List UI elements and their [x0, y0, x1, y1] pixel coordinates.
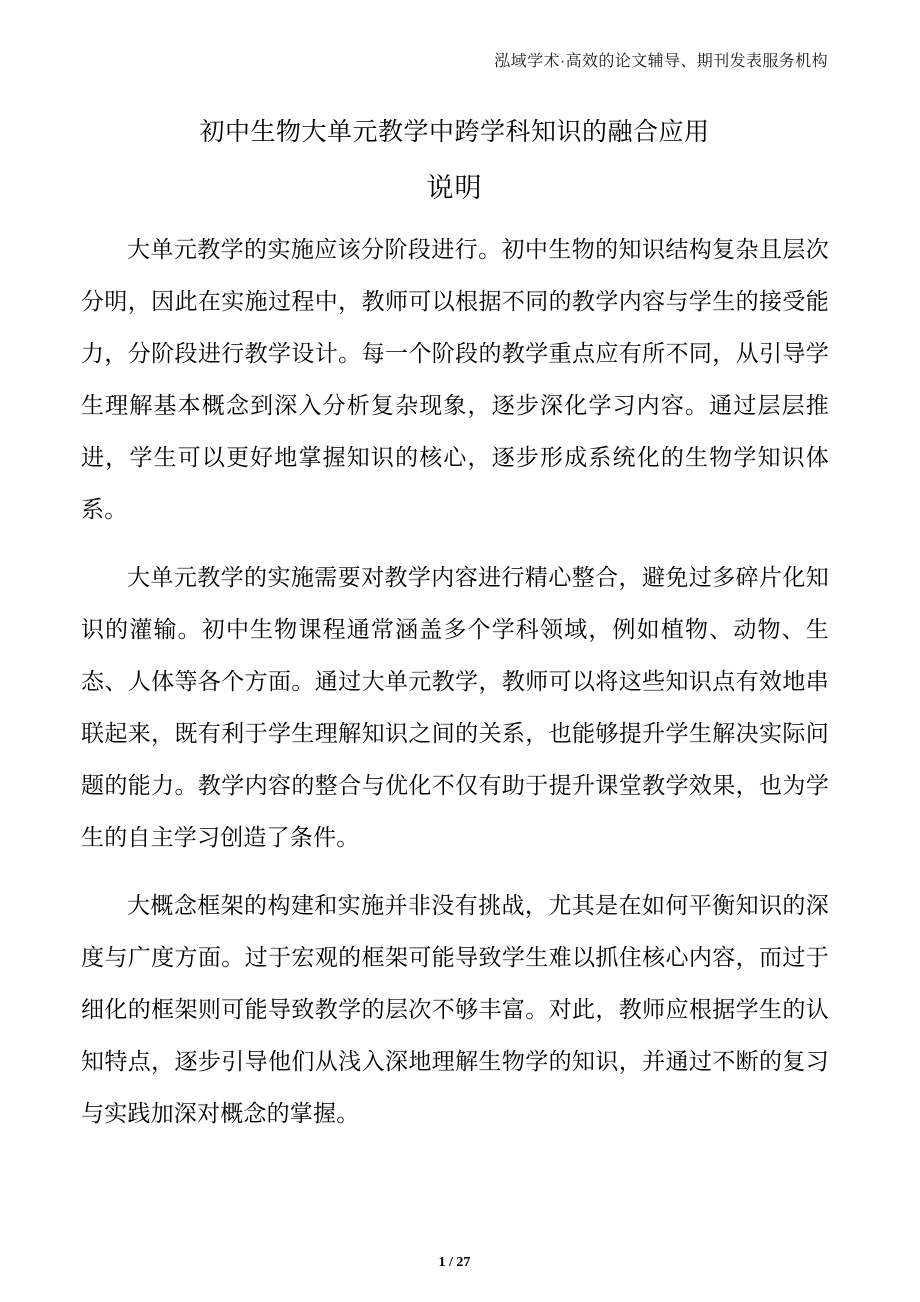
page-title: 初中生物大单元教学中跨学科知识的融合应用: [199, 118, 710, 146]
page-number-footer: 1 / 27: [438, 1255, 471, 1270]
document-body: [81, 224, 829, 1140]
document-subtitle: 说明: [426, 173, 483, 203]
running-header: 泓域学术·高效的论文辅导、期刊发表服务机构: [494, 53, 828, 70]
body-paragraph-1: 大单元教学的实施应该分阶段进行。初中生物的知识结构复杂且层次分明，因此在实施过程中，教师可以根据不同的教学内容与学生的接受能力，分阶段进行教学设计。每一个阶段的教学重点应有所不同，从引导学生理解基本概念到深入分析复杂现象，逐步深化学习内容。通过层层推进，学生可以更好地掌握知识的核心，逐步形成系统化的生物学知识体系。: [81, 237, 829, 522]
body-paragraph-3: 大概念框架的构建和实施并非没有挑战，尤其是在如何平衡知识的深度与广度方面。过于宏观的框架可能导致学生难以抓住核心内容，而过于细化的框架则可能导致教学的层次不够丰富。对此，教师应根据学生的认知特点，逐步引导他们从浅入深地理解生物学的知识，并通过不断的复习与实践加深对概念的掌握。: [81, 893, 829, 1126]
body-paragraph-2: 大单元教学的实施需要对教学内容进行精心整合，避免过多碎片化知识的灌输。初中生物课程通常涵盖多个学科领域，例如植物、动物、生态、人体等各个方面。通过大单元教学，教师可以将这些知识点有效地串联起来，既有利于学生理解知识之间的关系，也能够提升学生解决实际问题的能力。教学内容的整合与优化不仅有助于提升课堂教学效果，也为学生的自主学习创造了条件。: [81, 565, 829, 850]
